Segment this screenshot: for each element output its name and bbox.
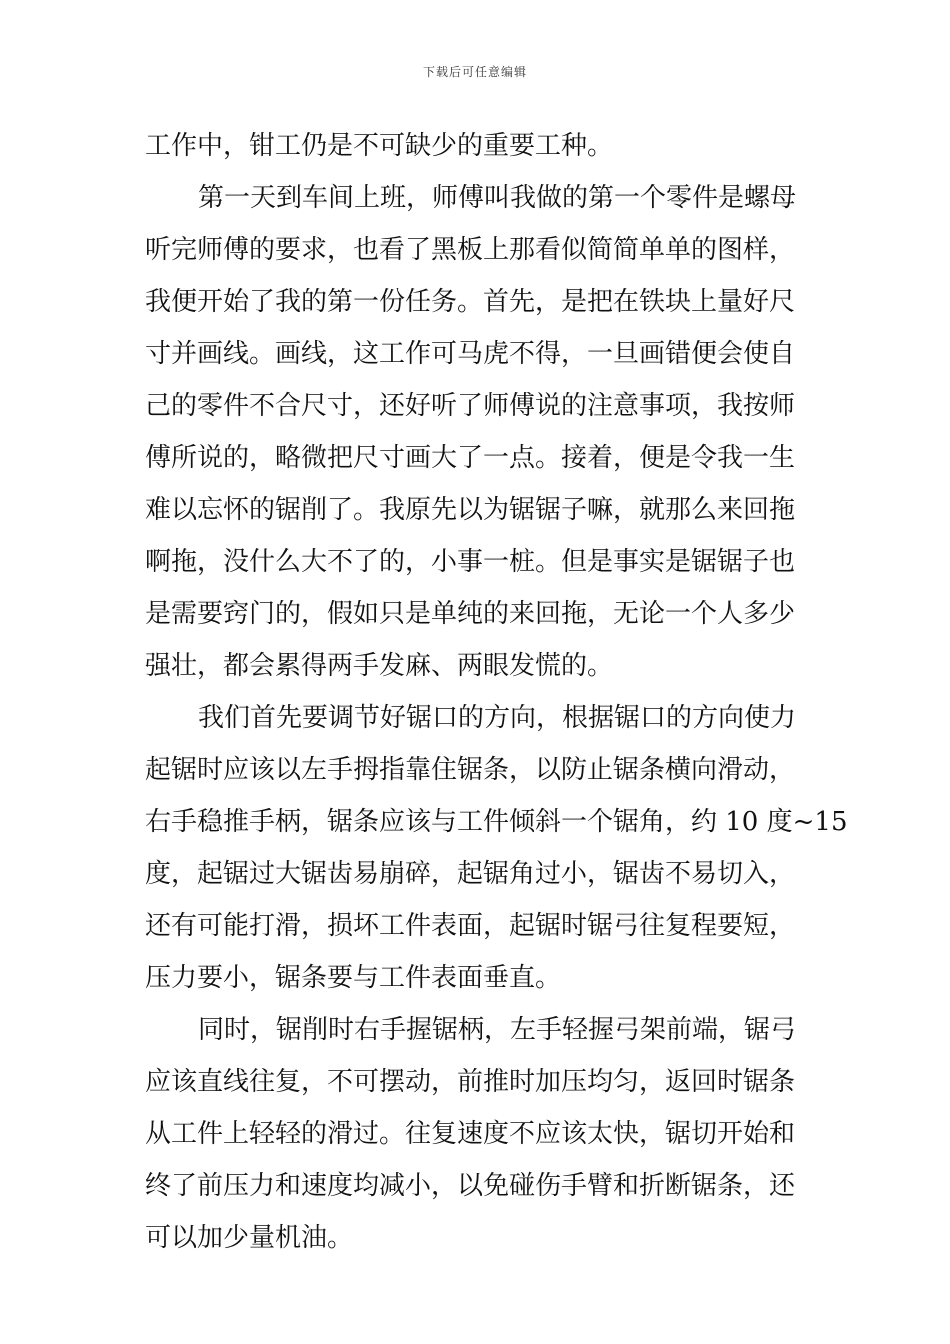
body-line-5: 寸并画线。画线，这工作可马虎不得，一旦画错便会使自 [145, 339, 796, 369]
body-line-3: 听完师傅的要求，也看了黑板上那看似简简单单的图样， [145, 235, 796, 265]
body-line-11: 强壮，都会累得两手发麻、两眼发慌的。 [145, 651, 614, 681]
page-header: 下载后可任意编辑 [422, 65, 527, 79]
body-line-19: 应该直线往复，不可摆动，前推时加压均匀，返回时锯条 [145, 1067, 796, 1097]
body-line-7: 傅所说的，略微把尺寸画大了一点。接着，便是令我一生 [145, 443, 796, 473]
body-line-14: 右手稳推手柄，锯条应该与工件倾斜一个锯角，约 10 度~15 [145, 807, 848, 837]
body-line-6: 己的零件不合尺寸，还好听了师傅说的注意事项，我按师 [145, 391, 796, 421]
body-line-13: 起锯时应该以左手拇指靠住锯条，以防止锯条横向滑动， [145, 755, 796, 785]
body-line-12: 我们首先要调节好锯口的方向，根据锯口的方向使力 [198, 703, 797, 733]
body-line-20: 从工件上轻轻的滑过。往复速度不应该太快，锯切开始和 [145, 1119, 796, 1149]
body-line-22: 可以加少量机油。 [145, 1223, 354, 1253]
body-line-16: 还有可能打滑，损坏工件表面，起锯时锯弓往复程要短， [145, 911, 796, 941]
body-line-1: 工作中，钳工仍是不可缺少的重要工种。 [145, 131, 614, 161]
body-line-17: 压力要小，锯条要与工件表面垂直。 [145, 963, 562, 993]
body-line-21: 终了前压力和速度均减小，以免碰伤手臂和折断锯条，还 [145, 1171, 796, 1201]
body-line-4: 我便开始了我的第一份任务。首先，是把在铁块上量好尺 [145, 287, 796, 317]
body-line-15: 度，起锯过大锯齿易崩碎，起锯角过小，锯齿不易切入， [145, 859, 796, 889]
body-line-9: 啊拖，没什么大不了的，小事一桩。但是事实是锯锯子也 [145, 547, 796, 577]
body-line-8: 难以忘怀的锯削了。我原先以为锯锯子嘛，就那么来回拖 [145, 495, 796, 525]
body-line-18: 同时，锯削时右手握锯柄，左手轻握弓架前端，锯弓 [198, 1015, 797, 1045]
body-line-2: 第一天到车间上班，师傅叫我做的第一个零件是螺母 [198, 183, 797, 213]
body-line-10: 是需要窍门的，假如只是单纯的来回拖，无论一个人多少 [145, 599, 796, 629]
